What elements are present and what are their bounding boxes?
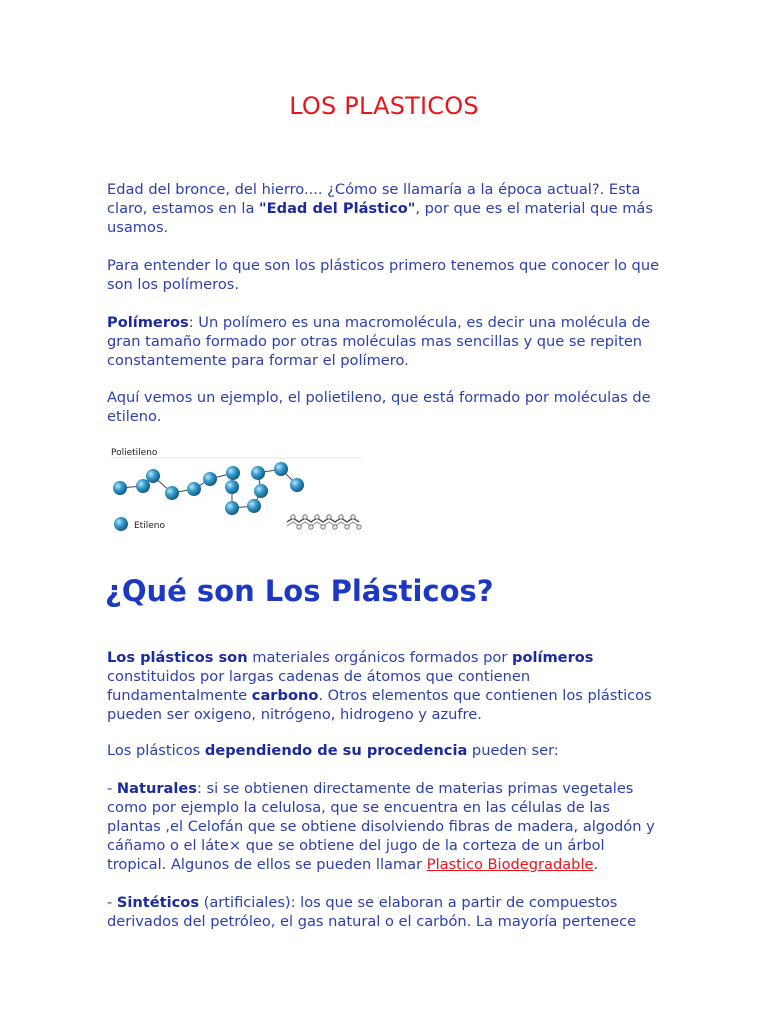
section-text: : si se obtienen directamente de materias primas vegetales como por ejemplo la celulosa, que se encuentra en las células de las plantas ,el Celofán que se obtiene disolviendo fibras de madera, algodón y cáñamo o el láte× que se obtiene del jugo de la corteza de un árbol tropical. Algunos de ellos se pueden llamar xyxy=(107,780,655,873)
synthetic-plastics-paragraph xyxy=(107,893,667,931)
atom xyxy=(203,472,217,486)
polymer-term: Polímeros xyxy=(107,314,189,331)
ethylene-label: Etileno xyxy=(134,521,165,531)
atom xyxy=(113,481,127,495)
atom xyxy=(247,499,261,513)
polyethylene-diagram xyxy=(107,440,367,540)
atom xyxy=(165,486,179,500)
natural-term: Naturales xyxy=(116,780,197,797)
section-paragraph-1 xyxy=(107,648,667,724)
intro-text: , por que es el material que más usamos. xyxy=(107,200,653,236)
ethylene-legend-atom xyxy=(114,517,128,531)
section-text: . Otros elementos que contienen los plásticos pueden ser oxigeno, nitrógeno, hidrogeno y azufre. xyxy=(107,687,652,723)
section-text: - xyxy=(107,780,117,797)
polymer-definition: : Un polímero es una macromolécula, es decir una molécula de gran tamaño formado por otras moléculas mas sencillas y que se repiten constantemente para formar el polímero. xyxy=(107,314,651,369)
section-text: materiales orgánicos formados por xyxy=(247,649,512,666)
atom xyxy=(187,482,201,496)
chain-structure-icon xyxy=(287,515,361,529)
intro-paragraph-3 xyxy=(107,313,667,370)
carbon-term: carbono xyxy=(251,687,319,704)
section-text: (artificiales): los que se elaboran a partir de compuestos derivados del petróleo, el gas natural o el carbón. La mayoría pertenece xyxy=(107,894,637,930)
page-title: LOS PLASTICOS xyxy=(289,92,479,120)
atom xyxy=(251,466,265,480)
atom xyxy=(146,469,160,483)
section-text: constituidos por largas cadenas de átomos que contienen fundamentalmente xyxy=(107,668,531,704)
polyethylene-label: Polietileno xyxy=(111,448,158,458)
atom xyxy=(136,479,150,493)
atom xyxy=(225,480,239,494)
atom xyxy=(226,466,240,480)
atom xyxy=(274,462,288,476)
intro-paragraph-2: Para entender lo que son los plásticos primero tenemos que conocer lo que son los polímeros. xyxy=(107,257,660,293)
intro-paragraph-4: Aquí vemos un ejemplo, el polietileno, que está formado por moléculas de etileno. xyxy=(107,389,651,425)
atom xyxy=(225,501,239,515)
section-text: pueden ser: xyxy=(467,742,559,759)
section-text: Los plásticos xyxy=(107,742,205,759)
polymers-term: polímeros xyxy=(512,649,594,666)
section-text: . xyxy=(593,856,599,873)
section-paragraph-2 xyxy=(107,741,667,760)
section-heading: ¿Qué son Los Plásticos? xyxy=(105,574,494,608)
origin-term: dependiendo de su procedencia xyxy=(204,742,468,759)
synthetic-term: Sintéticos xyxy=(116,894,200,911)
atom xyxy=(254,484,268,498)
plastics-term: Los plásticos son xyxy=(107,649,248,666)
atom xyxy=(290,478,304,492)
intro-text: Edad del bronce, del hierro.... ¿Cómo se llamaría a la época actual?. Esta claro, estamos en la xyxy=(107,181,641,217)
natural-plastics-paragraph xyxy=(107,779,667,874)
intro-bold-term: "Edad del Plástico" xyxy=(259,200,416,217)
section-text: - xyxy=(107,894,117,911)
intro-paragraph-1 xyxy=(107,180,667,237)
biodegradable-plastic-link[interactable]: Plastico Biodegradable xyxy=(426,856,594,873)
